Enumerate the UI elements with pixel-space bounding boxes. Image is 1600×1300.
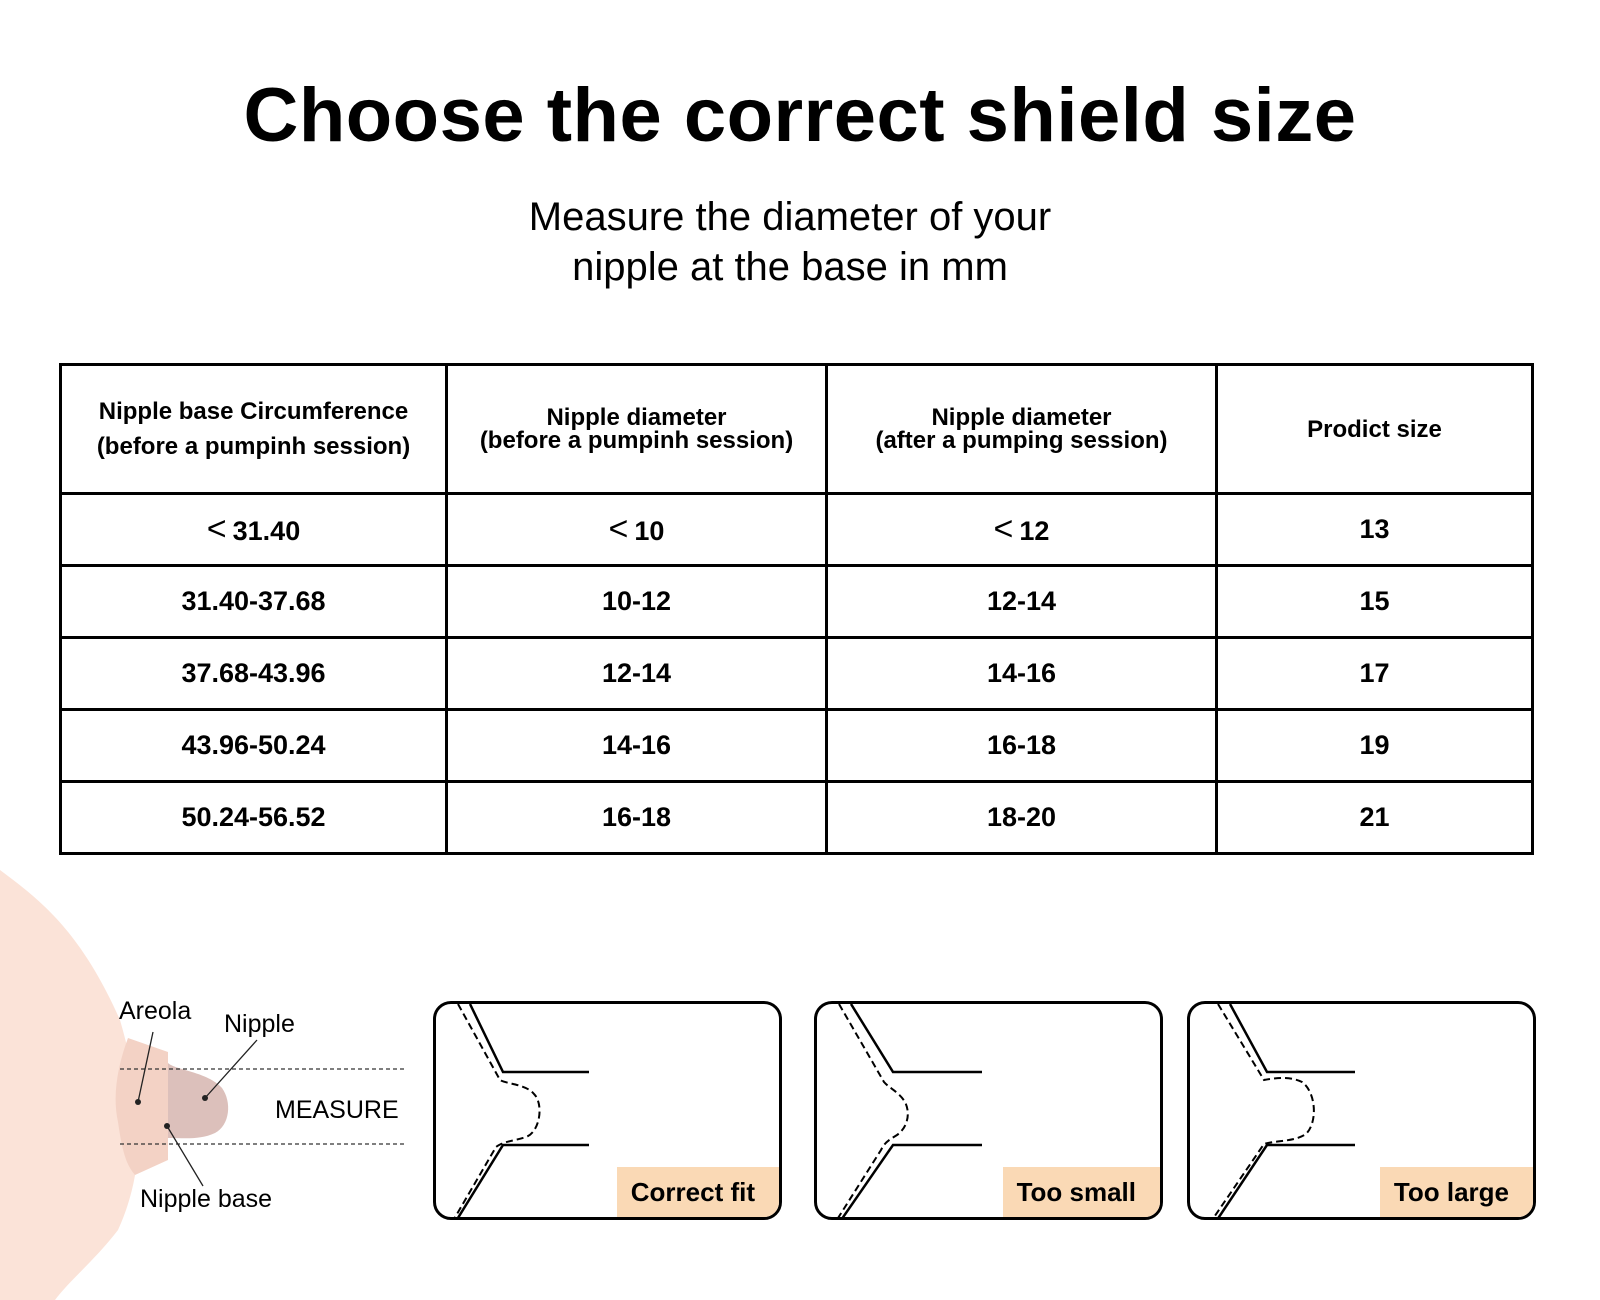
fit-label: Too small bbox=[1003, 1167, 1160, 1217]
header-diameter-before bbox=[447, 365, 827, 494]
shield-outline bbox=[1213, 1004, 1355, 1217]
table-cell: 16-18 bbox=[827, 710, 1217, 782]
header-line: (before a pumpinh session) bbox=[479, 427, 794, 454]
fit-label: Correct fit bbox=[617, 1167, 779, 1217]
table-cell: 15 bbox=[1217, 566, 1533, 638]
nipple-shape bbox=[168, 1063, 228, 1138]
table-row bbox=[61, 566, 1533, 638]
table-cell: 14-16 bbox=[447, 710, 827, 782]
table-cell: 12-14 bbox=[827, 566, 1217, 638]
table-cell: 37.68-43.96 bbox=[61, 638, 447, 710]
areola-label: Areola bbox=[119, 997, 192, 1025]
shield-outline bbox=[837, 1004, 982, 1217]
subtitle-line-1: Measure the diameter of your bbox=[528, 195, 1052, 239]
less-than-symbol: < bbox=[206, 510, 227, 548]
header-line: (after a pumping session) bbox=[875, 427, 1168, 454]
table-cell: 12-14 bbox=[447, 638, 827, 710]
header-line: Prodict size bbox=[1307, 415, 1442, 443]
table-cell: 43.96-50.24 bbox=[61, 710, 447, 782]
nipple-outline-dashed bbox=[1208, 1004, 1314, 1217]
table-cell: 18-20 bbox=[827, 782, 1217, 854]
fit-example-too-small bbox=[814, 1001, 1163, 1220]
header-diameter-after bbox=[827, 365, 1217, 494]
table-header-row bbox=[61, 365, 1533, 494]
table-cell: 50.24-56.52 bbox=[61, 782, 447, 854]
header-line: Nipple diameter bbox=[546, 404, 727, 431]
page-subtitle bbox=[440, 192, 1140, 292]
areola-dot bbox=[135, 1099, 141, 1105]
fit-example-too-large bbox=[1187, 1001, 1536, 1220]
cell-value: 31.40 bbox=[232, 516, 301, 546]
nipple-outline-dashed bbox=[450, 1004, 540, 1217]
table-cell: 16-18 bbox=[447, 782, 827, 854]
cell-value: 12 bbox=[1019, 516, 1050, 546]
table-cell: 19 bbox=[1217, 710, 1533, 782]
header-line: Nipple diameter bbox=[931, 404, 1112, 431]
measure-label: MEASURE bbox=[275, 1096, 399, 1124]
fit-example-correct bbox=[433, 1001, 782, 1220]
table-cell bbox=[447, 494, 827, 566]
size-table bbox=[59, 363, 1534, 855]
table-row bbox=[61, 494, 1533, 566]
nipple-label: Nipple bbox=[224, 1010, 295, 1038]
table-cell bbox=[61, 494, 447, 566]
header-line: (before a pumpinh session) bbox=[96, 433, 411, 460]
table-row bbox=[61, 710, 1533, 782]
page-title: Choose the correct shield size bbox=[243, 73, 1357, 158]
table-cell: 14-16 bbox=[827, 638, 1217, 710]
nipple-base-label: Nipple base bbox=[140, 1185, 273, 1213]
nipple-anatomy-diagram bbox=[0, 860, 420, 1300]
cell-value: 10 bbox=[634, 516, 665, 546]
shield-outline bbox=[453, 1004, 589, 1217]
table-row bbox=[61, 782, 1533, 854]
less-than-symbol: < bbox=[608, 510, 629, 548]
table-cell: 31.40-37.68 bbox=[61, 566, 447, 638]
header-circumference bbox=[61, 365, 447, 494]
table-cell: 10-12 bbox=[447, 566, 827, 638]
nipple-dot bbox=[202, 1095, 208, 1101]
table-cell: 21 bbox=[1217, 782, 1533, 854]
header-line: Nipple base Circumference bbox=[98, 398, 409, 425]
header-product-size bbox=[1217, 365, 1533, 494]
nipple-base-dot bbox=[164, 1123, 170, 1129]
table-cell: 13 bbox=[1217, 494, 1533, 566]
subtitle-line-2: nipple at the base in mm bbox=[572, 245, 1008, 289]
less-than-symbol: < bbox=[993, 510, 1014, 548]
table-cell: 17 bbox=[1217, 638, 1533, 710]
fit-label: Too large bbox=[1380, 1167, 1533, 1217]
table-cell bbox=[827, 494, 1217, 566]
table-row bbox=[61, 638, 1533, 710]
